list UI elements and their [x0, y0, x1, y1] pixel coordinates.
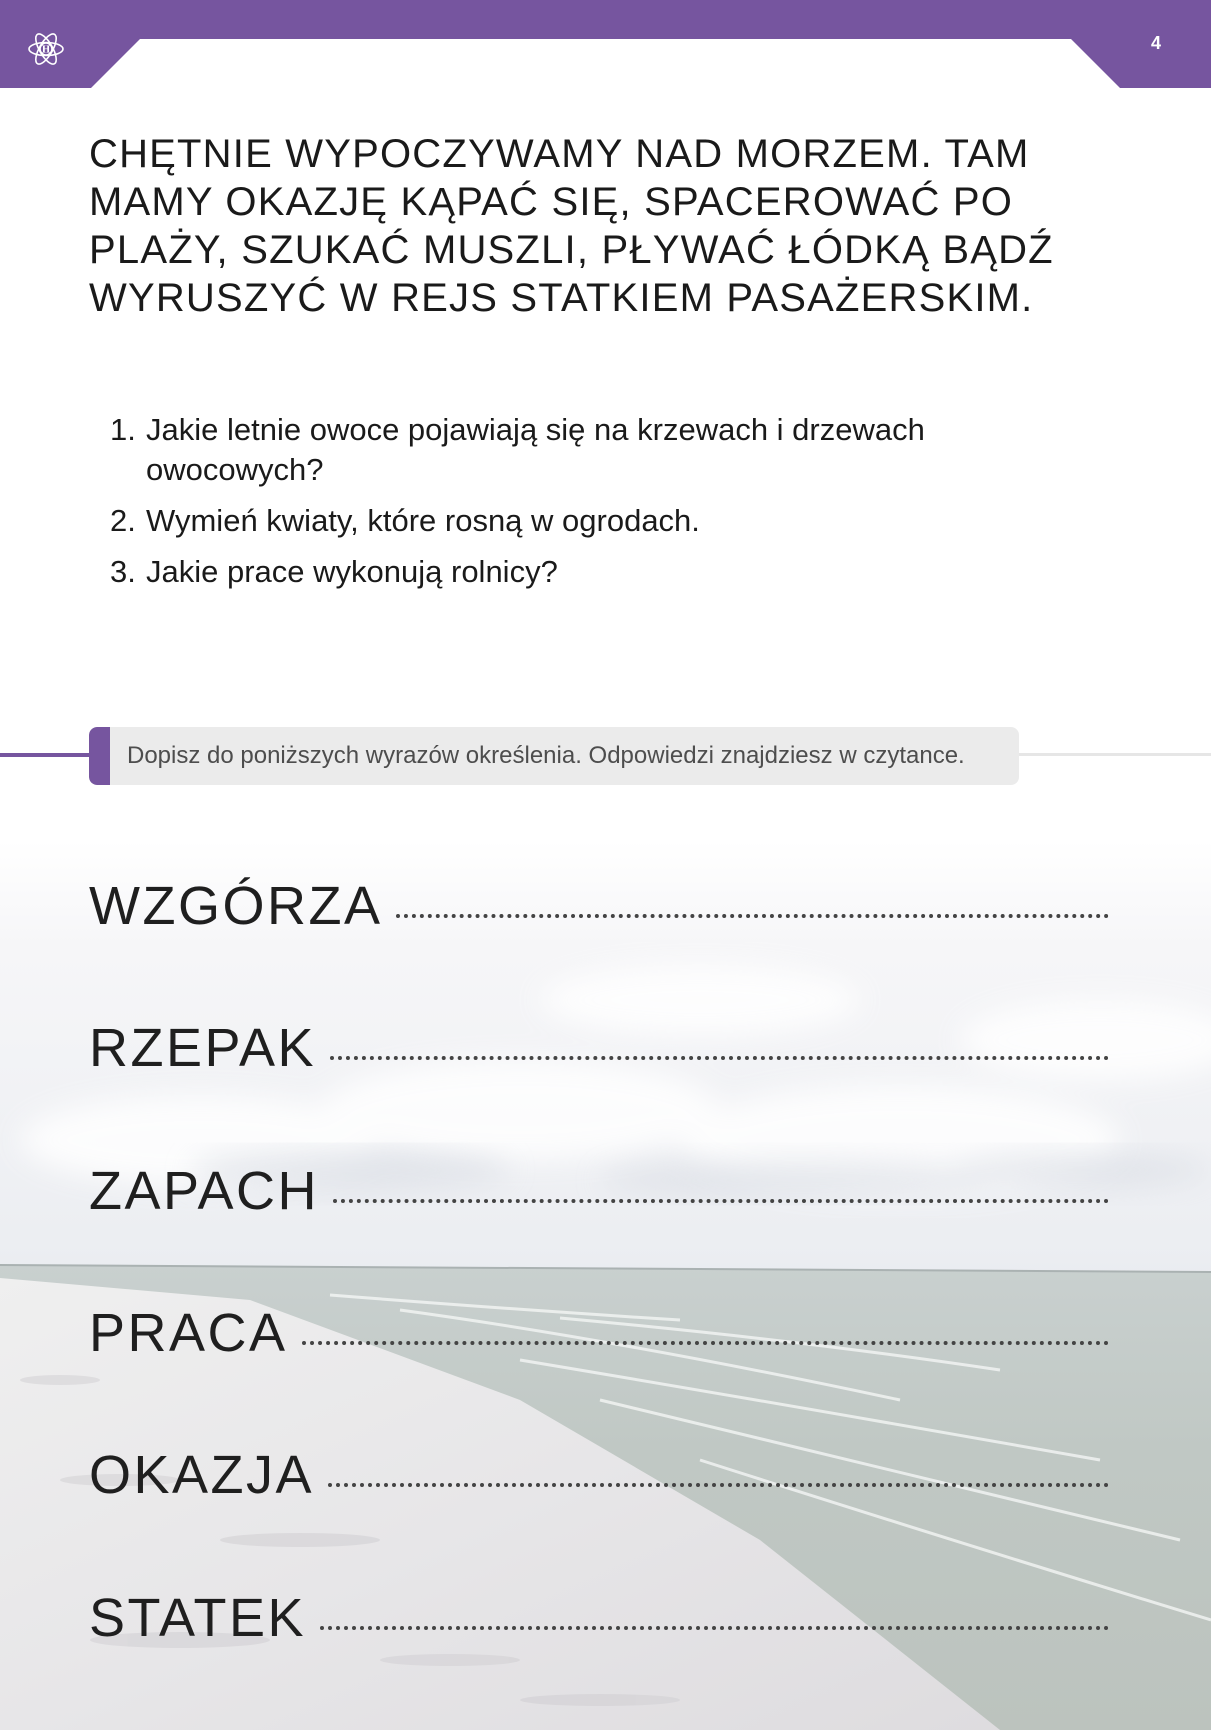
answer-dotted-line[interactable] — [320, 1626, 1109, 1630]
header-notch — [88, 39, 1123, 91]
page-number: 4 — [1150, 33, 1161, 53]
word-row — [89, 1444, 1109, 1514]
question-number: 2. — [110, 503, 136, 538]
word-label: WZGÓRZA — [89, 876, 383, 936]
question-number: 3. — [110, 554, 136, 589]
answer-dotted-line[interactable] — [396, 914, 1109, 918]
word-label: STATEK — [89, 1588, 307, 1648]
question-item — [110, 552, 1010, 592]
instruction-rule-left — [0, 753, 92, 757]
word-row — [89, 1017, 1109, 1087]
word-label: RZEPAK — [89, 1018, 317, 1078]
word-label: ZAPACH — [89, 1161, 320, 1221]
question-number: 1. — [110, 412, 136, 447]
word-label: PRACA — [89, 1303, 288, 1363]
word-row — [89, 1302, 1109, 1372]
question-item — [110, 501, 1010, 541]
question-list — [110, 410, 1010, 603]
instruction-box — [89, 727, 1019, 785]
answer-dotted-line[interactable] — [333, 1199, 1109, 1203]
question-item — [110, 410, 1010, 490]
answer-dotted-line[interactable] — [302, 1341, 1109, 1345]
word-row — [89, 1587, 1109, 1657]
question-text: Wymień kwiaty, które rosną w ogrodach. — [146, 503, 700, 538]
word-label: OKAZJA — [89, 1445, 315, 1505]
question-text: Jakie prace wykonują rolnicy? — [146, 554, 558, 589]
instruction-text: Dopisz do poniższych wyrazów określenia. Odpowiedzi znajdziesz w czytance. — [127, 742, 965, 769]
intro-text: CHĘTNIE WYPOCZYWAMY NAD MORZEM. TAM MAMY OKAZJĘ KĄPAĆ SIĘ, SPACEROWAĆ PO PLAŻY, SZUKAĆ MUSZLI, PŁYWAĆ ŁÓDKĄ BĄDŹ WYRUSZYĆ W REJS STATKIEM PASAŻERSKIM. — [89, 132, 1054, 320]
svg-text:H: H — [41, 45, 51, 56]
answer-dotted-line[interactable] — [328, 1483, 1109, 1487]
word-row — [89, 1160, 1109, 1230]
atom-icon — [26, 29, 66, 69]
instruction-rule-right — [1018, 753, 1211, 756]
word-row — [89, 875, 1109, 945]
answer-dotted-line[interactable] — [330, 1056, 1109, 1060]
question-text: Jakie letnie owoce pojawiają się na krzewach i drzewach owocowych? — [146, 412, 925, 487]
instruction-accent — [89, 727, 110, 785]
